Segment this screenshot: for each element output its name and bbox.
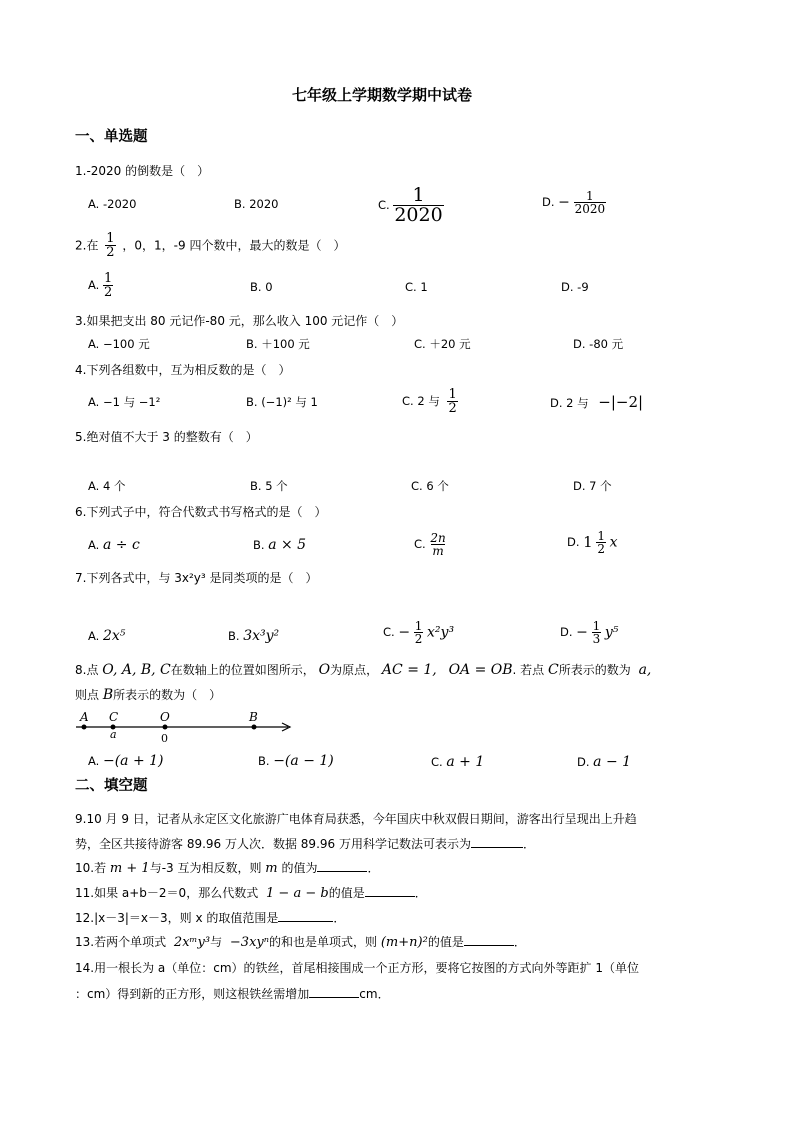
q7-option-a-label: A.	[88, 629, 100, 643]
q8-text-4: . 若点	[512, 663, 545, 677]
label-zero: 0	[161, 732, 168, 745]
q2-frac-denominator: 2	[106, 245, 115, 260]
q4-option-b: B. (−1)² 与 1	[246, 395, 318, 409]
q12-answer-blank[interactable]	[278, 920, 333, 922]
q10-math: m + 1	[109, 861, 150, 876]
q1-option-d-fraction	[574, 190, 607, 215]
q11-math: 1 − a − b	[266, 886, 329, 901]
q11-answer-blank[interactable]	[365, 895, 415, 897]
q6-option-a	[88, 538, 140, 552]
q8-option-d-label: D.	[577, 755, 590, 769]
q1-c-denominator: 2020	[394, 204, 443, 226]
q8-option-c-label: C.	[431, 755, 443, 769]
q8-text-1: 8.点	[75, 663, 99, 677]
question-14-line-1: 14.用一根长为 a（单位：cm）的铁丝，首尾相接围成一个正方形，要将它按图的方式向外等距扩 1（单位	[75, 961, 639, 975]
q9-end: ．	[522, 837, 535, 851]
q7-c-sign: −	[398, 624, 411, 641]
q6-d-variable: x	[609, 534, 618, 551]
q1-option-d	[542, 190, 606, 215]
q6-option-b-math: a × 5	[268, 537, 307, 553]
q8-option-c	[431, 755, 484, 769]
q1-d-sign: −	[558, 194, 570, 211]
q1-option-d-label: D.	[542, 194, 555, 209]
q14-text-1: ：cm）得到新的正方形，则这根铁丝需增加	[75, 987, 310, 1001]
label-B: B	[249, 710, 258, 724]
q1-option-c-label: C.	[378, 197, 390, 212]
q6-option-d-fraction	[596, 530, 606, 555]
question-11	[75, 887, 427, 900]
q8-option-b-label: B.	[258, 754, 270, 768]
q8-a: a,	[638, 662, 652, 678]
question-7-stem: 7.下列各式中，与 3x²y³ 是同类项的是（ ）	[75, 571, 318, 585]
q8-option-a-label: A.	[88, 754, 100, 768]
q5-option-b: B. 5 个	[250, 479, 288, 493]
q13-end: ．	[513, 935, 526, 949]
q1-d-numerator: 1	[586, 189, 594, 203]
q13-text-4: 的值是	[427, 935, 464, 949]
q13-text-1: 13.若两个单项式	[75, 935, 167, 949]
q7-d-sign: −	[576, 624, 588, 641]
q2-option-d: D. -9	[561, 280, 589, 294]
q6-d-numerator: 1	[597, 529, 606, 543]
q2-option-b: B. 0	[250, 280, 273, 294]
q6-option-a-math: a ÷ c	[102, 537, 140, 553]
question-12	[75, 912, 345, 924]
q8-option-b-math: −(a − 1)	[273, 753, 334, 769]
question-8-line-2	[75, 688, 221, 702]
number-line-diagram	[70, 706, 300, 746]
q10-end: ．	[367, 861, 380, 875]
q4-option-c-label: C. 2 与	[402, 393, 440, 408]
q13-math-2: −3xyⁿ	[229, 935, 270, 950]
q4-option-d-math: −|−2|	[598, 393, 644, 411]
q2-a-denominator: 2	[103, 285, 113, 300]
q6-option-d-label: D.	[567, 534, 580, 549]
q6-d-whole: 1	[583, 533, 593, 551]
q14-answer-blank[interactable]	[309, 996, 359, 998]
label-a: a	[110, 728, 117, 741]
q2-frac-numerator: 1	[106, 231, 115, 246]
q9-text: 势，全区共接待游客 89.96 万人次．数据 89.96 万用科学记数法可表示为	[75, 837, 471, 851]
q4-option-c	[402, 388, 458, 415]
question-5-stem: 5.绝对值不大于 3 的整数有（ ）	[75, 430, 258, 444]
q2-option-c: C. 1	[405, 280, 428, 294]
q7-d-numerator: 1	[592, 619, 601, 633]
q6-option-c	[414, 532, 447, 557]
q4-option-c-fraction	[447, 388, 457, 415]
question-4-stem: 4.下列各组数中，互为相反数的是（ ）	[75, 363, 291, 377]
q7-option-a-math: 2x⁵	[102, 628, 126, 644]
q5-option-c: C. 6 个	[411, 479, 449, 493]
section-heading-fill-in: 二、填空题	[75, 778, 148, 794]
q13-text-2: 与	[210, 935, 223, 949]
q6-d-denominator: 2	[597, 542, 606, 556]
q10-answer-blank[interactable]	[317, 870, 367, 872]
q12-end: ．	[333, 911, 346, 925]
q8-text-3: 为原点，	[330, 663, 379, 677]
q8-option-b	[258, 754, 334, 768]
q13-answer-blank[interactable]	[464, 944, 514, 946]
q4-c-numerator: 1	[448, 387, 457, 402]
q7-option-d-label: D.	[560, 624, 573, 639]
q6-option-d	[567, 530, 618, 555]
q8-eq-oa-ob: OA = OB	[448, 662, 513, 678]
q3-option-b: B. ＋100 元	[246, 337, 310, 351]
q10-m: m	[265, 861, 278, 876]
question-14-line-2	[75, 988, 390, 1000]
section-heading-single-choice: 一、单选题	[75, 129, 148, 145]
q8-B: B	[102, 687, 114, 703]
q8-option-d-math: a − 1	[593, 754, 632, 770]
q6-option-c-label: C.	[414, 536, 426, 551]
point-A	[82, 725, 87, 730]
question-2-stem	[75, 232, 345, 259]
question-6-stem: 6.下列式子中，符合代数式书写格式的是（ ）	[75, 505, 327, 519]
question-9-line-1: 9.10 月 9 日，记者从永定区文化旅游广电体育局获悉，今年国庆中秋双假日期间，游客出行呈现出上升趋	[75, 812, 637, 826]
q7-option-d-fraction	[592, 620, 602, 645]
q10-text-2: 与-3 互为相反数，则	[149, 861, 262, 875]
q4-option-d	[550, 395, 643, 410]
q8-text-5: 所表示的数为	[558, 663, 631, 677]
q1-option-c	[378, 186, 444, 225]
q2-stem-post: ，0，1，-9 四个数中，最大的数是（ ）	[122, 238, 346, 253]
q6-c-numerator: 2n	[430, 531, 446, 545]
q7-c-denominator: 2	[414, 632, 423, 646]
q13-math-3: (m+n)²	[380, 935, 428, 950]
q3-option-c: C. ＋20 元	[414, 337, 471, 351]
question-3-stem: 3.如果把支出 80 元记作-80 元，那么收入 100 元记作（ ）	[75, 314, 404, 328]
label-A: A	[80, 710, 89, 724]
q1-c-numerator: 1	[412, 184, 425, 206]
question-1-stem: 1.-2020 的倒数是（ ）	[75, 164, 210, 178]
q9-answer-blank[interactable]	[471, 846, 523, 848]
q8-O: O	[318, 662, 331, 678]
q2-option-a	[88, 272, 113, 299]
q8-eq-ac: AC = 1,	[381, 662, 437, 678]
q1-option-b: B. 2020	[234, 197, 279, 211]
label-C: C	[109, 710, 119, 724]
label-O: O	[160, 710, 170, 724]
q6-c-denominator: m	[432, 544, 444, 558]
point-B	[252, 725, 257, 730]
q8-option-d	[577, 755, 631, 769]
q2-stem-pre: 2.在	[75, 238, 99, 253]
q1-option-a: A. -2020	[88, 197, 137, 211]
q5-option-a: A. 4 个	[88, 479, 126, 493]
q14-text-2: cm．	[359, 987, 390, 1001]
q2-option-a-fraction	[103, 272, 113, 299]
q11-end: ．	[414, 886, 427, 900]
q5-option-d: D. 7 个	[573, 479, 612, 493]
q4-option-d-label: D. 2 与	[550, 396, 589, 410]
q8-text-2: 在数轴上的位置如图所示，	[170, 663, 315, 677]
q3-option-d: D. -80 元	[573, 337, 624, 351]
q8-option-c-math: a + 1	[446, 754, 485, 770]
q13-math-1: 2xᵐy³	[173, 935, 211, 950]
q8-text-6: 则点	[75, 688, 100, 702]
q7-option-c	[383, 620, 454, 645]
q7-option-b-math: 3x³y²	[243, 628, 280, 644]
q6-option-b-label: B.	[253, 538, 265, 552]
q7-c-variable: x²y³	[427, 624, 455, 641]
question-13	[75, 936, 526, 949]
q7-option-b	[228, 629, 279, 643]
q6-option-a-label: A.	[88, 538, 100, 552]
q7-option-b-label: B.	[228, 629, 240, 643]
q7-d-denominator: 3	[592, 632, 601, 646]
q2-a-numerator: 1	[103, 271, 113, 286]
question-10	[75, 862, 379, 875]
q8-points: O, A, B, C	[102, 662, 171, 678]
q7-d-variable: y⁵	[604, 624, 619, 641]
point-O	[163, 725, 168, 730]
q2-option-a-label: A.	[88, 277, 100, 292]
q3-option-a: A. −100 元	[88, 337, 150, 351]
q7-option-c-fraction	[414, 620, 424, 645]
q10-text-1: 10.若	[75, 861, 107, 875]
q1-d-denominator: 2020	[574, 202, 606, 216]
q4-c-denominator: 2	[448, 401, 457, 416]
q11-text-1: 11.如果 a+b－2＝0，那么代数式	[75, 886, 259, 900]
q8-C: C	[548, 662, 559, 678]
page-title: 七年级上学期数学期中试卷	[292, 86, 473, 104]
q2-stem-fraction	[105, 232, 115, 259]
q8-text-7: 所表示的数为（ ）	[113, 688, 222, 702]
q6-option-c-fraction	[429, 532, 446, 557]
q10-text-3: 的值为	[281, 861, 318, 875]
q7-option-c-label: C.	[383, 624, 395, 639]
q6-option-b	[253, 538, 306, 552]
q8-option-a-math: −(a + 1)	[102, 753, 164, 769]
q1-option-c-fraction	[393, 186, 443, 225]
q13-text-3: 的和也是单项式，则	[269, 935, 378, 949]
question-9-line-2	[75, 838, 535, 850]
q7-c-numerator: 1	[414, 619, 423, 633]
question-8-line-1	[75, 663, 651, 677]
q7-option-a	[88, 629, 125, 643]
q8-option-a	[88, 754, 164, 768]
q4-option-a: A. −1 与 −1²	[88, 395, 161, 409]
q12-text: 12.|x－3|＝x－3，则 x 的取值范围是	[75, 911, 279, 925]
q7-option-d	[560, 620, 618, 645]
q11-text-2: 的值是	[328, 886, 365, 900]
